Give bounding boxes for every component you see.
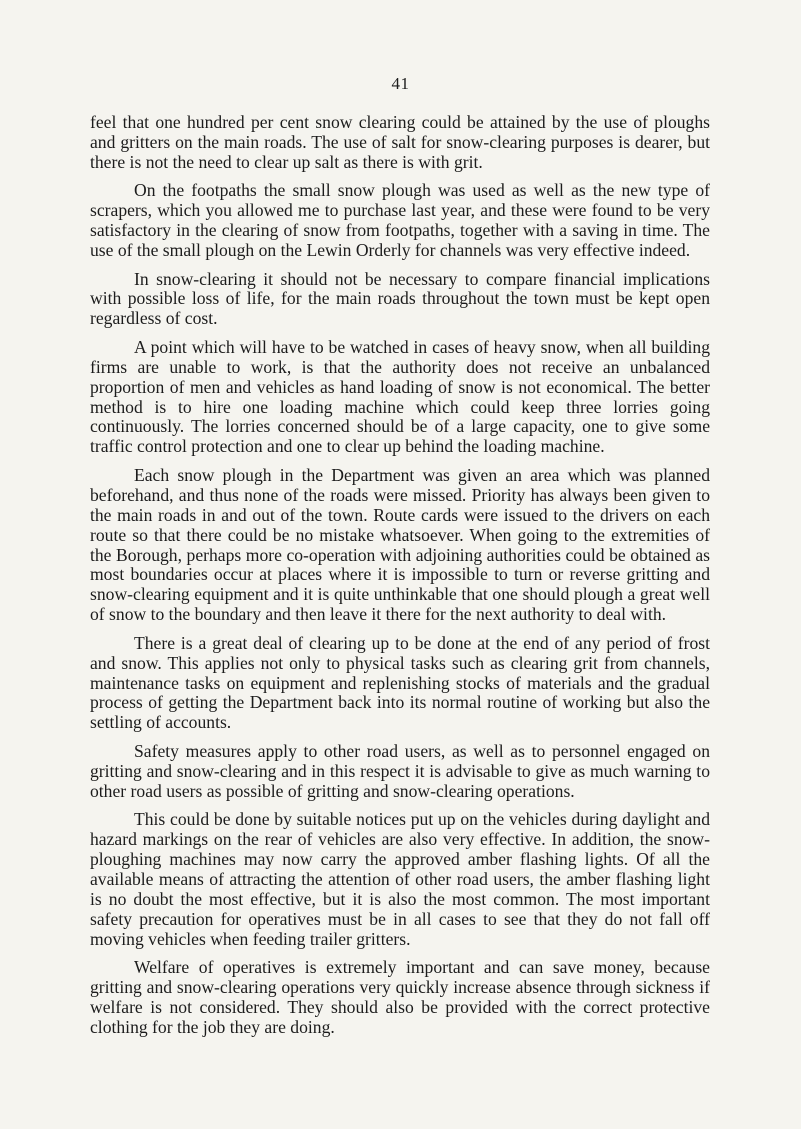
paragraph-snow-plough-areas: Each snow plough in the Department was given an area which was planned beforehand, and thus none of the roads were missed. Priority has always been given to the main roads in and out of the town. Route cards were issued to the drivers on each route so that there could be no mistake whatsoever. When going to the extremities of the Borough, perhaps more co-operation with adjoining authorities could be obtained as most boundaries occur at places where it is impossible to turn or reverse gritting and snow-clearing equipment and it is quite unthinkable that one should plough a great well of snow to the boundary and then leave it there for the next authority to deal with.	[90, 464, 710, 625]
paragraph-clearing-up: There is a great deal of clearing up to be done at the end of any period of frost and snow. This applies not only to physical tasks such as clearing grit from channels, maintenance tasks on equipment and replenishing stocks of materials and the gradual process of getting the Department back into its normal routine of working but also the settling of accounts.	[90, 632, 710, 733]
paragraph-continuation: feel that one hundred per cent snow clearing could be attained by the use of ploughs and gritters on the main roads. The use of salt for snow-clearing purposes is dearer, but there is not the need to clear up salt as there is with grit.	[90, 112, 710, 172]
body-text	[90, 113, 710, 1046]
paragraph-financial-implications: In snow-clearing it should not be necessary to compare financial implications with possible loss of life, for the main roads throughout the town must be kept open regardless of cost.	[90, 268, 710, 329]
paragraph-notices-and-lights: This could be done by suitable notices put up on the vehicles during daylight and hazard markings on the rear of vehicles are also very effective. In addition, the snow-ploughing machines may now carry the approved amber flashing lights. Of all the available means of attracting the attention of other road users, the amber flashing light is no doubt the most effective, but it is also the most common. The most important safety precaution for operatives must be in all cases to see that they do not fall off moving vehicles when feeding trailer gritters.	[90, 809, 710, 949]
paragraph-footpaths: On the footpaths the small snow plough was used as well as the new type of scrapers, which you allowed me to purchase last year, and these were found to be very satisfactory in the clearing of snow from footpaths, together with a saving in time. The use of the small plough on the Lewin Orderly for channels was very effective indeed.	[90, 180, 710, 261]
paragraph-safety-measures: Safety measures apply to other road users, as well as to personnel engaged on gritting and snow-clearing and in this respect it is advisable to give as much warning to other road users as possible of gritting and snow-clearing operations.	[90, 740, 710, 801]
page-number: 41	[391, 74, 410, 93]
paragraph-welfare: Welfare of operatives is extremely important and can save money, because gritting and snow-clearing operations very quickly increase absence through sickness if welfare is not considered. They should also be provided with the correct protective clothing for the job they are doing.	[90, 957, 710, 1037]
paragraph-heavy-snow-loading: A point which will have to be watched in cases of heavy snow, when all building firms are unable to work, is that the authority does not receive an unbalanced proportion of men and vehicles as hand loading of snow is not economical. The better method is to hire one loading machine which could keep three lorries going continuously. The lorries concerned should be of a large capacity, one to give some traffic control protection and one to clear up behind the loading machine.	[90, 336, 710, 457]
